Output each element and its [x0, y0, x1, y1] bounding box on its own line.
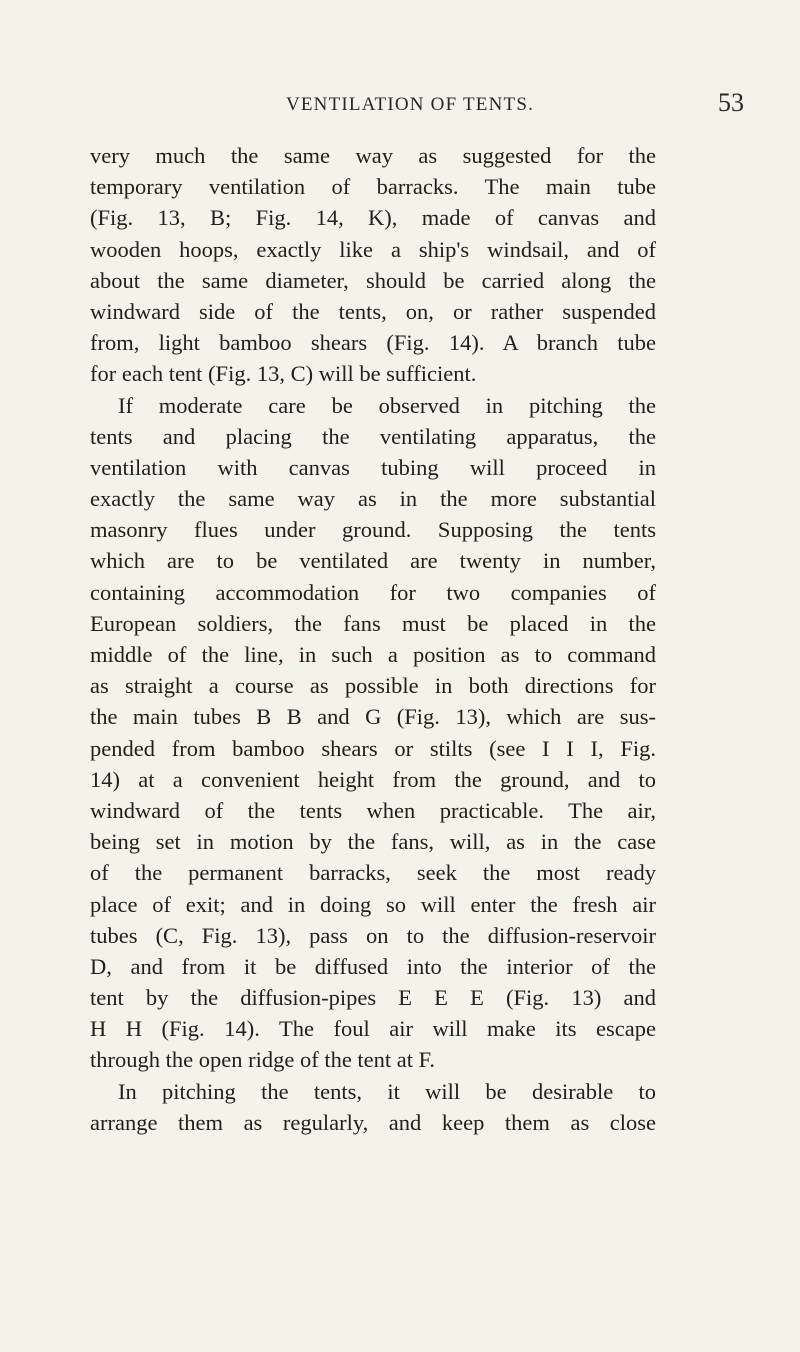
body-text	[90, 140, 656, 1138]
text-line: temporary ventilation of barracks. The main tube	[90, 174, 656, 200]
page-header	[90, 88, 744, 124]
text-line: European soldiers, the fans must be placed in the	[90, 610, 656, 636]
text-line: tents and placing the ventilating apparatus, the	[90, 423, 656, 449]
text-line: through the open ridge of the tent at F.	[90, 1047, 435, 1073]
text-line: place of exit; and in doing so will enter the fresh air	[90, 891, 656, 917]
text-line: If moderate care be observed in pitching the	[118, 392, 656, 418]
text-line: H H (Fig. 14). The foul air will make its escape	[90, 1016, 656, 1042]
text-line: of the permanent barracks, seek the most ready	[90, 860, 656, 886]
text-line: D, and from it be diffused into the interior of the	[90, 953, 656, 979]
text-line: wooden hoops, exactly like a ship's windsail, and of	[90, 236, 656, 262]
text-line: arrange them as regularly, and keep them as close	[90, 1109, 656, 1135]
text-line: masonry flues under ground. Supposing the tents	[90, 517, 656, 543]
text-line: from, light bamboo shears (Fig. 14). A branch tube	[90, 330, 656, 356]
text-line: exactly the same way as in the more substantial	[90, 486, 656, 512]
text-line: 14) at a convenient height from the ground, and to	[90, 766, 656, 792]
text-line: tent by the diffusion-pipes E E E (Fig. 13) and	[90, 985, 656, 1011]
page-number: 53	[718, 88, 744, 117]
text-line: which are to be ventilated are twenty in number,	[90, 548, 656, 574]
text-line: about the same diameter, should be carried along the	[90, 267, 656, 293]
text-line: for each tent (Fig. 13, C) will be sufficient.	[90, 361, 477, 387]
text-line: very much the same way as suggested for the	[90, 143, 656, 168]
text-line: middle of the line, in such a position as to command	[90, 642, 656, 667]
text-line: ventilation with canvas tubing will proceed in	[90, 454, 656, 480]
running-head: VENTILATION OF TENTS.	[285, 94, 535, 115]
text-line: In pitching the tents, it will be desirable to	[118, 1078, 656, 1104]
text-line: containing accommodation for two companies of	[90, 579, 656, 605]
text-line: as straight a course as possible in both directions for	[90, 673, 656, 699]
text-line: windward side of the tents, on, or rather suspended	[90, 298, 656, 324]
text-line: being set in motion by the fans, will, as in the case	[90, 829, 656, 855]
text-line: (Fig. 13, B; Fig. 14, K), made of canvas and	[90, 205, 656, 231]
text-line: the main tubes B B and G (Fig. 13), which are sus-	[90, 704, 656, 730]
text-line: tubes (C, Fig. 13), pass on to the diffusion-reservoir	[90, 922, 656, 948]
text-line: pended from bamboo shears or stilts (see I I I, Fig.	[90, 735, 656, 761]
text-line: windward of the tents when practicable. The air,	[90, 797, 656, 823]
